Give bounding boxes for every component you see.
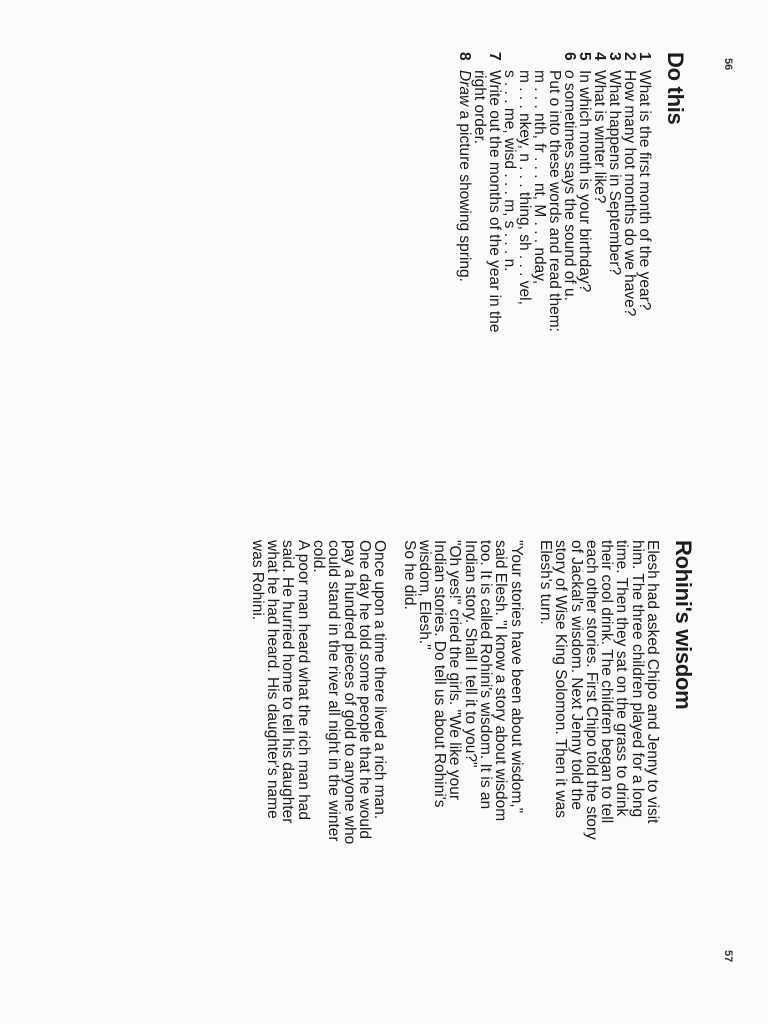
question-item xyxy=(502,52,577,452)
question-text xyxy=(577,70,592,452)
story-line: "Oh yes!" cried the girls. "We like your xyxy=(446,540,464,801)
question-number: 4 xyxy=(591,52,608,61)
question-item xyxy=(472,52,502,452)
right-page xyxy=(250,540,696,980)
question-body: Write out the months of the year in the xyxy=(486,70,503,333)
story-line: cold. xyxy=(310,540,328,573)
story-line: Elesh's turn. xyxy=(536,540,554,625)
question-item xyxy=(622,52,637,452)
exercise-heading: Do this xyxy=(663,52,688,125)
question-number: 8 xyxy=(456,52,473,61)
question-subline: right order. xyxy=(471,70,488,145)
story-line: pay a hundred pieces of gold to anyone who xyxy=(340,540,358,845)
story-line: said Elesh. "I know a story about wisdom xyxy=(492,540,510,822)
question-text xyxy=(607,70,622,452)
story-text xyxy=(250,540,660,980)
story-line: each other stories. First Chipo told the story xyxy=(582,540,600,840)
question-number: 2 xyxy=(621,52,638,61)
page-number-right: 57 xyxy=(722,950,734,963)
question-subline: Put o into these words and read them: xyxy=(546,70,563,332)
question-text xyxy=(487,70,502,452)
story-line: time. Then they sat on the grass to drink xyxy=(613,540,631,817)
story-line: too. It is called Rohini's wisdom. It is an xyxy=(477,540,495,810)
question-text xyxy=(562,70,577,452)
question-subline: m . . . nth, fr . . . nt, M . . . nday, xyxy=(531,70,548,285)
question-item xyxy=(457,52,472,452)
story-line: could stand in the river all night in the winter xyxy=(325,540,343,842)
question-number: 1 xyxy=(636,52,653,61)
page-number-left: 56 xyxy=(722,58,734,71)
question-list xyxy=(457,52,652,452)
question-subline: s . . . me, wisd . . . m, s . . . n. xyxy=(501,70,518,272)
left-page xyxy=(457,52,688,452)
story-paragraph xyxy=(401,540,523,980)
question-text xyxy=(637,70,652,452)
question-body: In which month is your birthday? xyxy=(576,70,593,293)
question-number: 3 xyxy=(606,52,623,61)
paragraph-gap xyxy=(524,540,538,980)
story-line: was Rohini. xyxy=(248,540,266,621)
story-line: story of Wise King Solomon. Then it was xyxy=(552,540,570,818)
question-text xyxy=(457,70,472,452)
question-item xyxy=(637,52,652,452)
story-line: Once upon a time there lived a rich man. xyxy=(371,540,389,820)
story-line: One day he told some people that he would xyxy=(355,540,373,840)
question-item xyxy=(577,52,592,452)
question-item xyxy=(607,52,622,452)
story-line: what he had heard. His daughter's name xyxy=(264,540,282,819)
story-line: A poor man heard what the rich man had xyxy=(294,540,312,821)
story-paragraph xyxy=(538,540,660,980)
question-body: How many hot months do we have? xyxy=(621,70,638,317)
paragraph-gap xyxy=(387,540,401,980)
question-subline: m . . . nkey, n . . . thing, sh . . . vel, xyxy=(516,70,533,305)
question-body: What is the first month of the year? xyxy=(636,70,653,311)
story-title: Rohini's wisdom xyxy=(671,540,696,710)
question-lead-word: Draw xyxy=(456,70,473,107)
question-body: a picture showing spring. xyxy=(456,106,473,282)
question-text xyxy=(592,70,607,452)
question-body: What happens in September? xyxy=(606,70,623,276)
story-line: their cool drink. The children began to tell xyxy=(598,540,616,824)
question-body: What is winter like? xyxy=(591,70,608,204)
story-line: "Your stories have been about wisdom," xyxy=(507,540,525,814)
question-number: 6 xyxy=(561,52,578,61)
story-line: Indian story. Shall I tell it to you?" xyxy=(461,540,479,768)
question-lead-word: o xyxy=(561,70,578,79)
story-line: Elesh had asked Chipo and Jenny to visit xyxy=(644,540,661,824)
story-line: of Jackal's wisdom. Next Jenny told the xyxy=(567,540,585,811)
story-line: wisdom, Elesh." xyxy=(415,540,433,650)
question-number: 5 xyxy=(576,52,593,61)
story-line: So he did. xyxy=(400,540,418,610)
story-line: him. The three children played for a long xyxy=(628,540,646,818)
story-line: said. He hurried home to tell his daughter xyxy=(279,540,297,824)
question-text xyxy=(622,70,637,452)
story-line: Indian stories. Do tell us about Rohini's xyxy=(431,540,449,808)
question-body: sometimes says the sound of u. xyxy=(561,78,578,301)
question-number: 7 xyxy=(486,52,503,61)
story-paragraph xyxy=(250,540,388,980)
question-item xyxy=(592,52,607,452)
